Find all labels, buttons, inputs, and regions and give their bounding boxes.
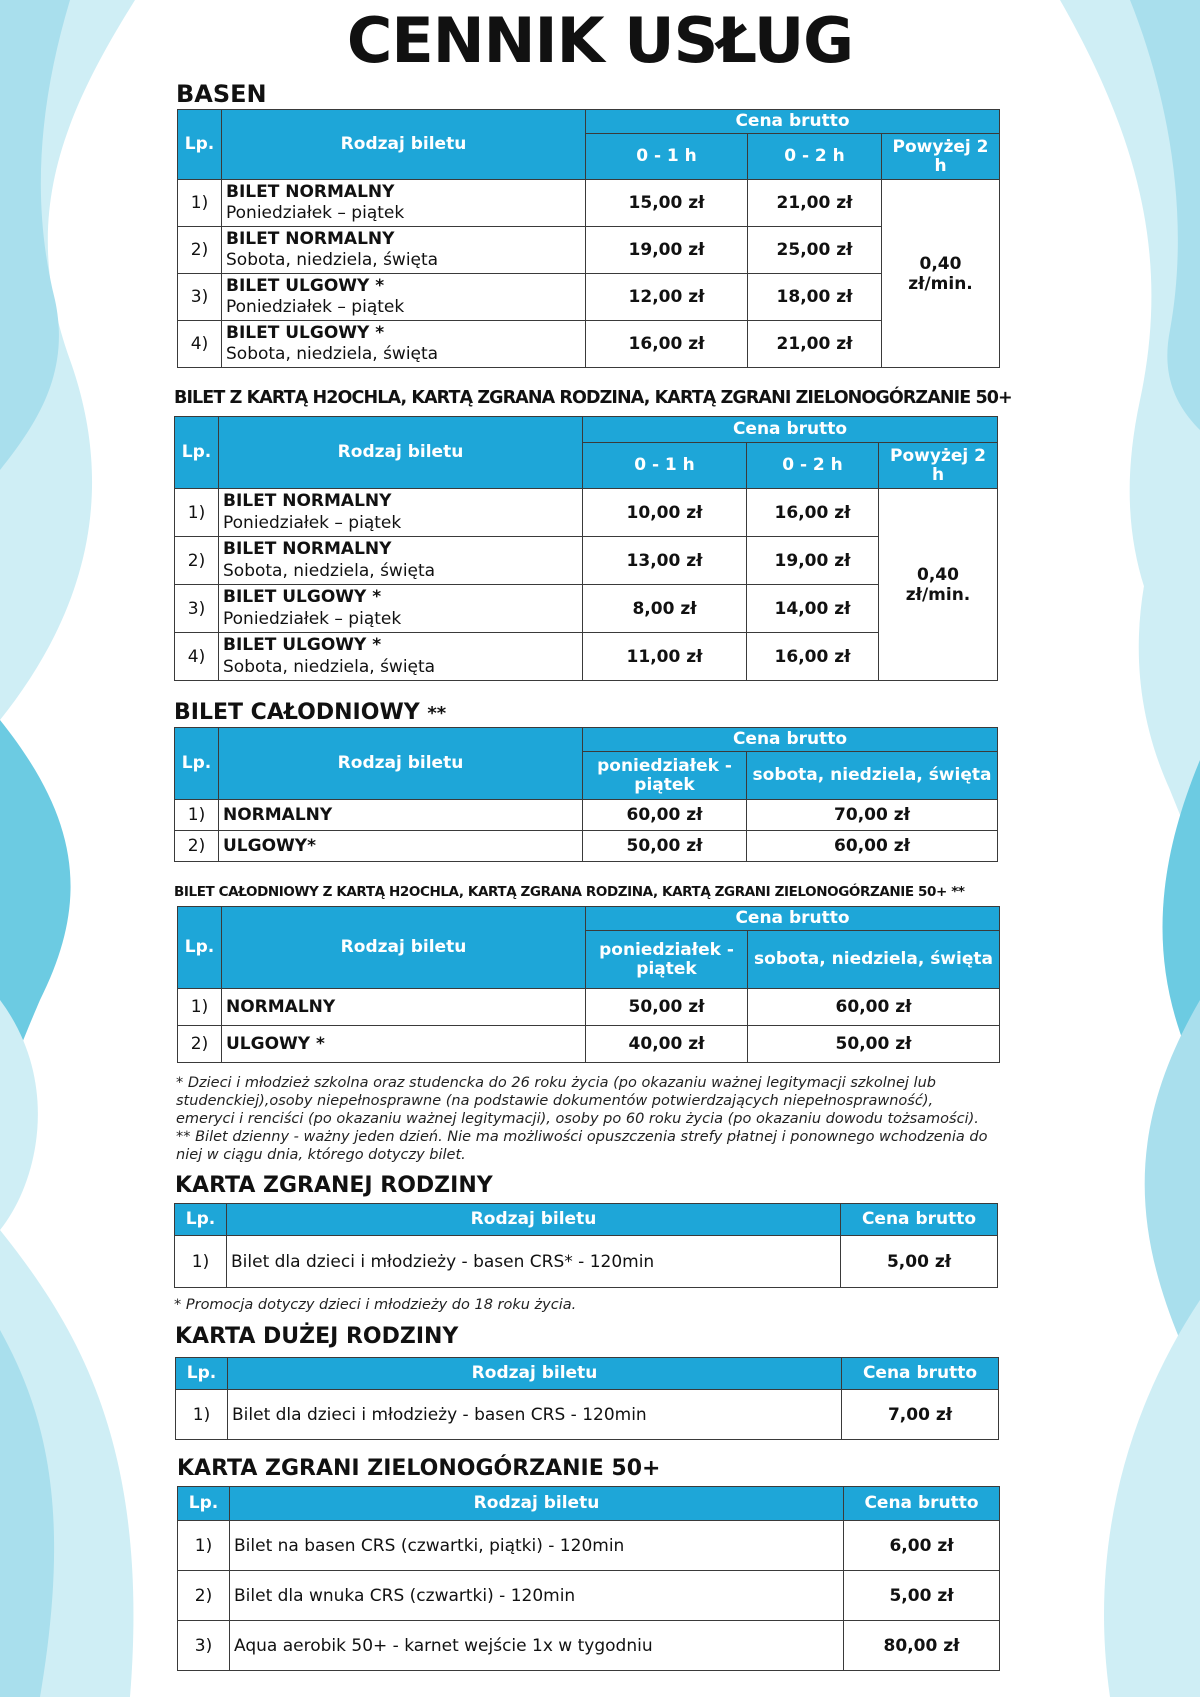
price-2h: 16,00 zł — [747, 489, 879, 537]
header-lp: Lp. — [175, 1204, 227, 1236]
ticket-name: Bilet na basen CRS (czwartki, piątki) - 120min — [230, 1521, 844, 1571]
header-cena: Cena brutto — [841, 1204, 998, 1236]
header-col-weekend: sobota, niedziela, święta — [747, 752, 998, 800]
ticket-type: BILET ULGOWY * — [226, 322, 385, 343]
header-cena: Cena brutto — [586, 907, 1000, 931]
ticket-cell — [222, 321, 586, 368]
header-col-weekend: sobota, niedziela, święta — [748, 931, 1000, 989]
header-col-2h: 0 - 2 h — [748, 134, 882, 180]
header-col-1h: 0 - 1 h — [583, 443, 747, 489]
row-lp: 3) — [178, 274, 222, 321]
header-cena: Cena brutto — [583, 417, 998, 443]
row-lp: 4) — [178, 321, 222, 368]
section-heading-basen: BASEN — [176, 80, 267, 108]
heading-mark: ** — [427, 703, 447, 724]
header-rodzaj: Rodzaj biletu — [219, 728, 583, 800]
row-lp: 2) — [178, 1571, 230, 1621]
section-heading-calodniowy-karta: BILET CAŁODNIOWY Z KARTĄ H2OCHLA, KARTĄ ZGRANA RODZINA, KARTĄ ZGRANI ZIELONOGÓRZANIE 50+ ** — [174, 884, 965, 900]
ticket-days: Sobota, niedziela, święta — [226, 344, 439, 364]
header-lp: Lp. — [175, 417, 219, 489]
section-heading-karta: BILET Z KARTĄ H2OCHLA, KARTĄ ZGRANA RODZINA, KARTĄ ZGRANI ZIELONOGÓRZANIE 50+ — [174, 388, 1012, 408]
price-weekend: 60,00 zł — [747, 831, 998, 862]
row-lp: 1) — [175, 800, 219, 831]
footnote-discount: * Dzieci i młodzież szkolna oraz studencka do 26 roku życia (po okazaniu ważnej legitymacji szkolnej lub studenckiej),osoby niepełnosprawne (na podstawie dokumentów potwierdzających niepełnosprawność), emeryci i renciści (po okazaniu ważnej legitymacji), osoby po 60 roku życia (po okazaniu dowodu tożsamości). — [176, 1075, 979, 1127]
table-calodniowy-karta — [177, 906, 1000, 1063]
row-lp: 2) — [175, 831, 219, 862]
header-col-weekday: poniedziałek - piątek — [583, 752, 747, 800]
header-rodzaj: Rodzaj biletu — [227, 1204, 841, 1236]
page-title: CENNIK USŁUG — [346, 4, 854, 77]
price-1h: 19,00 zł — [586, 227, 748, 274]
ticket-type: ULGOWY* — [219, 831, 583, 862]
ticket-days: Poniedziałek – piątek — [226, 297, 405, 317]
header-col-1h: 0 - 1 h — [586, 134, 748, 180]
footnote-promo: * Promocja dotyczy dzieci i młodzieży do 18 roku życia. — [174, 1297, 577, 1313]
ticket-cell — [219, 633, 583, 681]
price: 7,00 zł — [842, 1390, 999, 1440]
row-lp: 3) — [178, 1621, 230, 1671]
ticket-cell — [222, 227, 586, 274]
table-zgranej — [174, 1203, 998, 1288]
price-2h: 18,00 zł — [748, 274, 882, 321]
header-rodzaj: Rodzaj biletu — [228, 1358, 842, 1390]
ticket-type: NORMALNY — [222, 989, 586, 1026]
header-rodzaj: Rodzaj biletu — [222, 907, 586, 989]
heading-text: BILET CAŁODNIOWY — [174, 700, 420, 725]
header-col-over: Powyżej 2 h — [879, 443, 998, 489]
footnotes — [176, 1074, 996, 1164]
header-col-2h: 0 - 2 h — [747, 443, 879, 489]
header-cena: Cena brutto — [583, 728, 998, 752]
ticket-days: Poniedziałek – piątek — [226, 203, 405, 223]
price-weekday: 50,00 zł — [583, 831, 747, 862]
ticket-days: Poniedziałek – piątek — [223, 512, 402, 533]
price-1h: 10,00 zł — [583, 489, 747, 537]
table-calodniowy — [174, 727, 998, 862]
ticket-cell — [219, 489, 583, 537]
header-rodzaj: Rodzaj biletu — [230, 1487, 844, 1521]
ticket-days: Sobota, niedziela, święta — [223, 560, 436, 581]
ticket-type: BILET NORMALNY — [226, 181, 395, 202]
price-2h: 21,00 zł — [748, 321, 882, 368]
price-over: 0,40 zł/min. — [882, 180, 1000, 368]
price-2h: 19,00 zł — [747, 537, 879, 585]
price-2h: 14,00 zł — [747, 585, 879, 633]
price-weekend: 50,00 zł — [748, 1026, 1000, 1063]
price-1h: 11,00 zł — [583, 633, 747, 681]
ticket-cell — [219, 585, 583, 633]
header-col-over: Powyżej 2 h — [882, 134, 1000, 180]
header-rodzaj: Rodzaj biletu — [219, 417, 583, 489]
row-lp: 2) — [178, 1026, 222, 1063]
ticket-cell — [219, 537, 583, 585]
row-lp: 3) — [175, 585, 219, 633]
row-lp: 2) — [178, 227, 222, 274]
section-heading-calodniowy — [174, 700, 446, 725]
row-lp: 1) — [178, 989, 222, 1026]
row-lp: 1) — [175, 1236, 227, 1288]
price-weekend: 70,00 zł — [747, 800, 998, 831]
price-1h: 15,00 zł — [586, 180, 748, 227]
header-lp: Lp. — [178, 1487, 230, 1521]
price-weekend: 60,00 zł — [748, 989, 1000, 1026]
ticket-name: Aqua aerobik 50+ - karnet wejście 1x w tygodniu — [230, 1621, 844, 1671]
section-heading-zgranej: KARTA ZGRANEJ RODZINY — [175, 1173, 493, 1198]
ticket-days: Sobota, niedziela, święta — [223, 656, 436, 677]
section-heading-duzej: KARTA DUŻEJ RODZINY — [175, 1324, 459, 1349]
price-over: 0,40 zł/min. — [879, 489, 998, 681]
price: 5,00 zł — [844, 1571, 1000, 1621]
ticket-type: BILET NORMALNY — [226, 228, 395, 249]
price-2h: 21,00 zł — [748, 180, 882, 227]
row-lp: 1) — [178, 1521, 230, 1571]
table-karta — [174, 416, 998, 681]
table-zgrani50 — [177, 1486, 1000, 1671]
price-weekday: 50,00 zł — [586, 989, 748, 1026]
header-lp: Lp. — [175, 728, 219, 800]
price-2h: 16,00 zł — [747, 633, 879, 681]
section-heading-zgrani50: KARTA ZGRANI ZIELONOGÓRZANIE 50+ — [177, 1456, 661, 1481]
ticket-type: BILET NORMALNY — [223, 539, 392, 560]
ticket-name: Bilet dla wnuka CRS (czwartki) - 120min — [230, 1571, 844, 1621]
footnote-day-ticket: ** Bilet dzienny - ważny jeden dzień. Nie ma możliwości opuszczenia strefy płatnej i ponownego wchodzenia do niej w ciągu dnia, którego dotyczy bilet. — [176, 1129, 988, 1163]
price-weekday: 60,00 zł — [583, 800, 747, 831]
header-cena: Cena brutto — [842, 1358, 999, 1390]
ticket-cell — [222, 274, 586, 321]
ticket-type: BILET ULGOWY * — [223, 635, 382, 656]
ticket-days: Sobota, niedziela, święta — [226, 250, 439, 270]
price: 80,00 zł — [844, 1621, 1000, 1671]
header-lp: Lp. — [176, 1358, 228, 1390]
price-1h: 8,00 zł — [583, 585, 747, 633]
row-lp: 4) — [175, 633, 219, 681]
price: 6,00 zł — [844, 1521, 1000, 1571]
ticket-type: ULGOWY * — [222, 1026, 586, 1063]
ticket-type: NORMALNY — [219, 800, 583, 831]
ticket-name: Bilet dla dzieci i młodzieży - basen CRS* - 120min — [227, 1236, 841, 1288]
ticket-type: BILET ULGOWY * — [226, 275, 385, 296]
ticket-days: Poniedziałek – piątek — [223, 608, 402, 629]
header-cena: Cena brutto — [586, 110, 1000, 134]
header-col-weekday: poniedziałek - piątek — [586, 931, 748, 989]
header-cena: Cena brutto — [844, 1487, 1000, 1521]
price-1h: 16,00 zł — [586, 321, 748, 368]
row-lp: 1) — [178, 180, 222, 227]
row-lp: 2) — [175, 537, 219, 585]
row-lp: 1) — [175, 489, 219, 537]
ticket-type: BILET ULGOWY * — [223, 587, 382, 608]
price-2h: 25,00 zł — [748, 227, 882, 274]
price-weekday: 40,00 zł — [586, 1026, 748, 1063]
table-basen — [177, 109, 1000, 368]
header-rodzaj: Rodzaj biletu — [222, 110, 586, 180]
ticket-cell — [222, 180, 586, 227]
price-1h: 12,00 zł — [586, 274, 748, 321]
row-lp: 1) — [176, 1390, 228, 1440]
price-1h: 13,00 zł — [583, 537, 747, 585]
ticket-type: BILET NORMALNY — [223, 491, 392, 512]
table-duzej — [175, 1357, 999, 1440]
ticket-name: Bilet dla dzieci i młodzieży - basen CRS - 120min — [228, 1390, 842, 1440]
price: 5,00 zł — [841, 1236, 998, 1288]
header-lp: Lp. — [178, 907, 222, 989]
header-lp: Lp. — [178, 110, 222, 180]
